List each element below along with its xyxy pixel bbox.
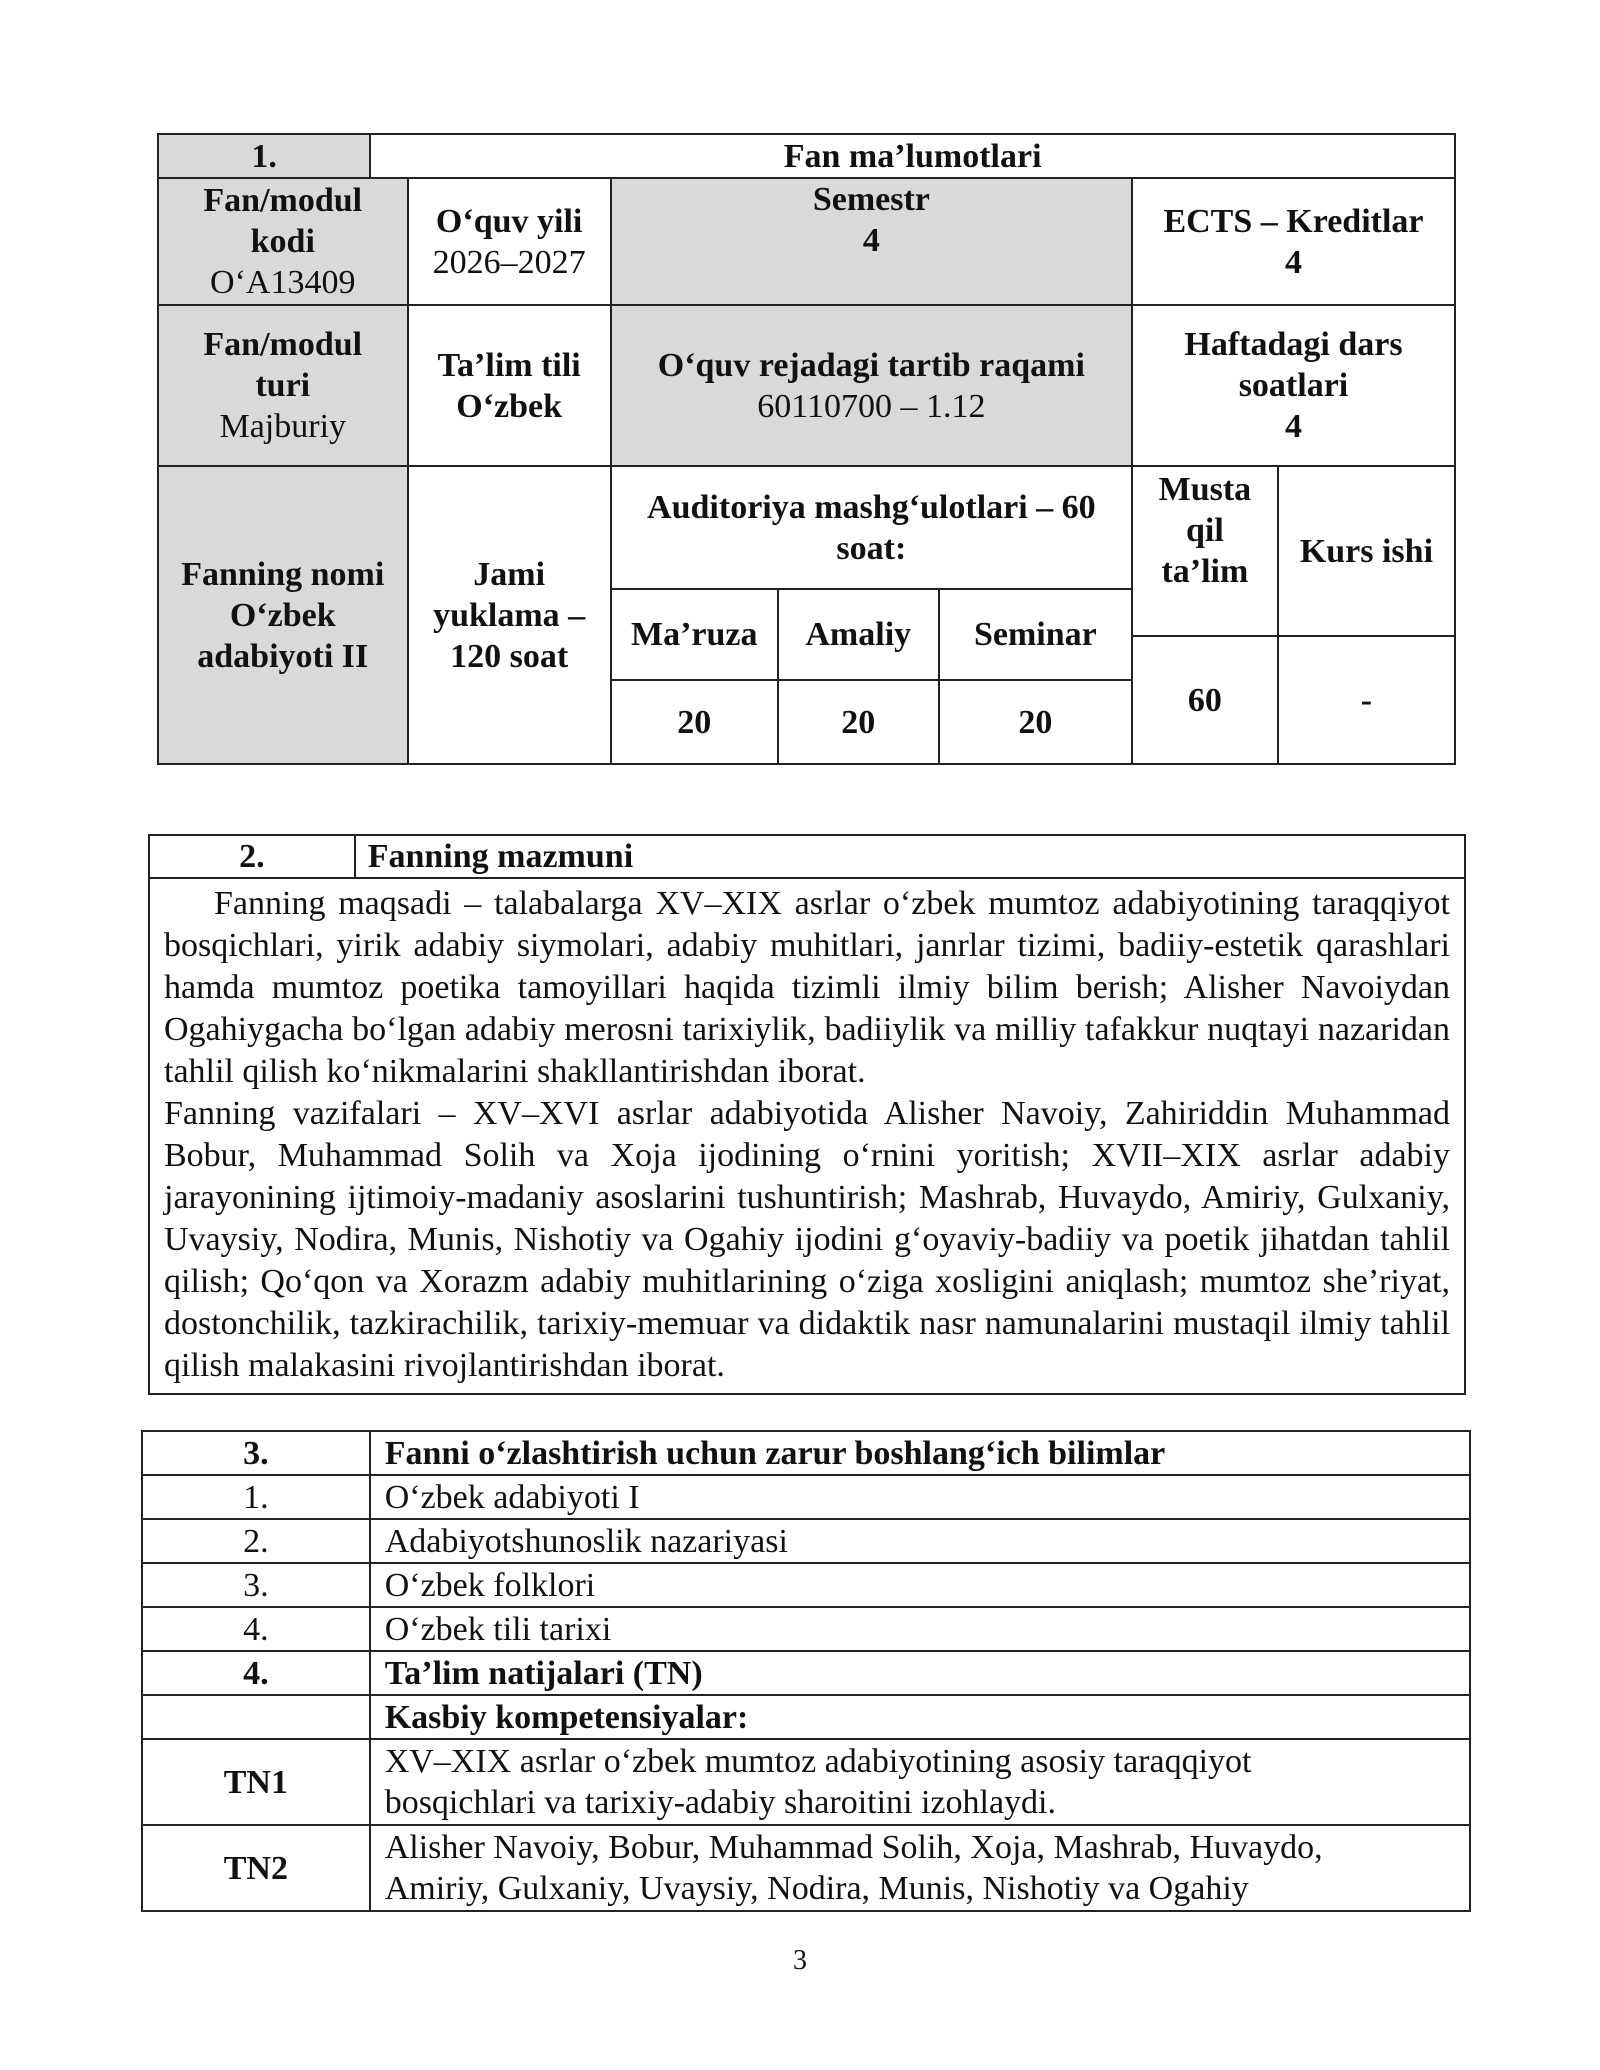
outcome-text-line-1: XV–XIX asrlar o‘zbek mumtoz adabiyotining asosiy taraqqiyot bbox=[384, 1743, 1252, 1780]
weekly-hours-label-1: Haftadagi dars bbox=[1184, 326, 1403, 363]
subject-name-value-1: O‘zbek bbox=[229, 596, 336, 634]
total-load-line-2: yuklama – bbox=[433, 596, 586, 634]
content-tasks-paragraph: Fanning vazifalari – XV–XVI asrlar adabiyotida Alisher Navoiy, Zahiriddin Muhammad Bobur, Muhammad Solih va Xoja ijodining o‘rnini yoritish; XVII–XIX asrlar adabiy jarayonining ijtimoiy-madaniy asoslarini tushuntirish; Mashrab, Huvaydo, Amiriy, Gulxaniy, Uvaysiy, Nodira, Munis, Nishotiy va Ogahiy ijodini g‘oyaviy-badiiy va poetik jihatdan tahlil qilish; Qo‘qon va Xorazm adabiy muhitlarining o‘ziga xosligini aniqlash; mumtoz she’riyat, dostonchilik, tazkirachilik, tarixiy-memuar va didaktik nasr namunalarini mustaqil ilmiy tahlil qilish malakasini rivojlantirishdan iborat. bbox=[164, 1095, 1450, 1384]
course-work-value: - bbox=[1278, 636, 1455, 764]
subject-name-label: Fanning nomi bbox=[181, 555, 385, 593]
seminar-label: Seminar bbox=[939, 589, 1132, 680]
prerequisite-number: 2. bbox=[142, 1519, 370, 1563]
content-table bbox=[148, 834, 1466, 1395]
module-code-value: O‘A13409 bbox=[210, 264, 356, 301]
ects-value: 4 bbox=[1284, 243, 1302, 281]
academic-year-label: O‘quv yili bbox=[435, 202, 583, 240]
self-study-cell bbox=[1132, 466, 1278, 636]
total-load-line-1: Jami bbox=[473, 555, 546, 593]
seminar-hours: 20 bbox=[939, 680, 1132, 764]
language-value: O‘zbek bbox=[456, 387, 563, 425]
semester-label: Semestr bbox=[812, 181, 930, 218]
outcome-text-line-2: bosqichlari va tarixiy-adabiy sharoitini izohlaydi. bbox=[384, 1784, 1057, 1821]
self-study-line-3: ta’lim bbox=[1161, 553, 1249, 590]
plan-number-cell bbox=[611, 305, 1132, 466]
lecture-hours: 20 bbox=[611, 680, 778, 764]
self-study-line-1: Musta bbox=[1158, 471, 1252, 508]
semester-cell bbox=[611, 178, 1132, 305]
section1-title: Fan ma’lumotlari bbox=[370, 134, 1455, 178]
practice-hours: 20 bbox=[778, 680, 939, 764]
outcome-row bbox=[142, 1825, 1470, 1911]
module-code-label-2: kodi bbox=[250, 223, 315, 260]
section3-title: Fanni o‘zlashtirish uchun zarur boshlang‘ich bilimlar bbox=[370, 1431, 1470, 1475]
course-work-label: Kurs ishi bbox=[1278, 466, 1455, 636]
auditorium-hours-cell bbox=[611, 466, 1132, 589]
outcome-text-line-1: Alisher Navoiy, Bobur, Muhammad Solih, Xoja, Mashrab, Huvaydo, bbox=[384, 1829, 1323, 1866]
module-type-label-2: turi bbox=[255, 367, 311, 404]
section3-number: 3. bbox=[142, 1431, 370, 1475]
section4-number: 4. bbox=[142, 1651, 370, 1695]
course-info-table bbox=[157, 133, 1456, 765]
module-code-label-1: Fan/modul bbox=[203, 182, 363, 219]
prerequisite-text: O‘zbek tili tarixi bbox=[370, 1607, 1470, 1651]
weekly-hours-label-2: soatlari bbox=[1238, 367, 1349, 404]
prerequisite-row bbox=[142, 1519, 1470, 1563]
lecture-label: Ma’ruza bbox=[611, 589, 778, 680]
total-load-line-3: 120 soat bbox=[450, 637, 569, 675]
prerequisite-number: 3. bbox=[142, 1563, 370, 1607]
self-study-hours: 60 bbox=[1132, 636, 1278, 764]
outcome-text bbox=[370, 1825, 1470, 1911]
total-load-cell bbox=[408, 466, 611, 764]
prerequisite-row bbox=[142, 1563, 1470, 1607]
prerequisite-row bbox=[142, 1607, 1470, 1651]
module-type-label-1: Fan/modul bbox=[203, 326, 363, 363]
language-label: Ta’lim tili bbox=[437, 346, 581, 384]
outcome-code: TN1 bbox=[142, 1739, 370, 1825]
competencies-subtitle: Kasbiy kompetensiyalar: bbox=[370, 1695, 1470, 1739]
self-study-line-2: qil bbox=[1185, 512, 1224, 549]
outcome-row bbox=[142, 1739, 1470, 1825]
auditorium-hours-line-2: soat: bbox=[836, 529, 907, 567]
content-body bbox=[149, 878, 1465, 1394]
empty-cell bbox=[142, 1695, 370, 1739]
plan-number-value: 60110700 – 1.12 bbox=[757, 387, 986, 425]
module-type-value: Majburiy bbox=[219, 408, 347, 445]
semester-value: 4 bbox=[862, 222, 880, 259]
prerequisite-text: O‘zbek adabiyoti I bbox=[370, 1475, 1470, 1519]
section4-title: Ta’lim natijalari (TN) bbox=[370, 1651, 1470, 1695]
ects-label: ECTS – Kreditlar bbox=[1163, 202, 1424, 240]
page-number: 3 bbox=[793, 1945, 807, 1976]
content-goal-paragraph: Fanning maqsadi – talabalarga XV–XIX asrlar o‘zbek mumtoz adabiyotining taraqqiyot bosqichlari, yirik adabiy siymolari, adabiy muhitlari, janrlar tizimi, badiiy-estetik qarashlari hamda mumtoz poetika tamoyillari haqida tizimli ilmiy bilim berish; Alisher Navoiydan Ogahiygacha bo‘lgan adabiy merosni tarixiylik, badiiylik va milliy tafakkur nuqtayi nazaridan tahlil qilish ko‘nikmalarini shakllantirishdan iborat. bbox=[164, 885, 1450, 1090]
academic-year-cell bbox=[408, 178, 611, 305]
practice-label: Amaliy bbox=[778, 589, 939, 680]
section1-number: 1. bbox=[158, 134, 370, 178]
weekly-hours-value: 4 bbox=[1284, 408, 1302, 445]
section2-number: 2. bbox=[149, 835, 355, 878]
plan-number-label: O‘quv rejadagi tartib raqami bbox=[657, 346, 1085, 384]
outcome-text bbox=[370, 1739, 1470, 1825]
prerequisite-number: 1. bbox=[142, 1475, 370, 1519]
prerequisites-outcomes-table bbox=[141, 1430, 1471, 1912]
prerequisite-number: 4. bbox=[142, 1607, 370, 1651]
section2-title: Fanning mazmuni bbox=[355, 835, 1465, 878]
module-code-cell bbox=[158, 178, 408, 305]
prerequisite-text: Adabiyotshunoslik nazariyasi bbox=[370, 1519, 1470, 1563]
outcome-text-line-2: Amiriy, Gulxaniy, Uvaysiy, Nodira, Munis, Nishotiy va Ogahiy bbox=[384, 1870, 1249, 1907]
subject-name-value-2: adabiyoti II bbox=[197, 637, 369, 675]
prerequisite-text: O‘zbek folklori bbox=[370, 1563, 1470, 1607]
module-type-cell bbox=[158, 305, 408, 466]
ects-cell bbox=[1132, 178, 1455, 305]
language-cell bbox=[408, 305, 611, 466]
academic-year-value: 2026–2027 bbox=[432, 243, 586, 281]
prerequisite-row bbox=[142, 1475, 1470, 1519]
subject-name-cell bbox=[158, 466, 408, 764]
outcome-code: TN2 bbox=[142, 1825, 370, 1911]
weekly-hours-cell bbox=[1132, 305, 1455, 466]
auditorium-hours-line-1: Auditoriya mashg‘ulotlari – 60 bbox=[647, 488, 1096, 526]
